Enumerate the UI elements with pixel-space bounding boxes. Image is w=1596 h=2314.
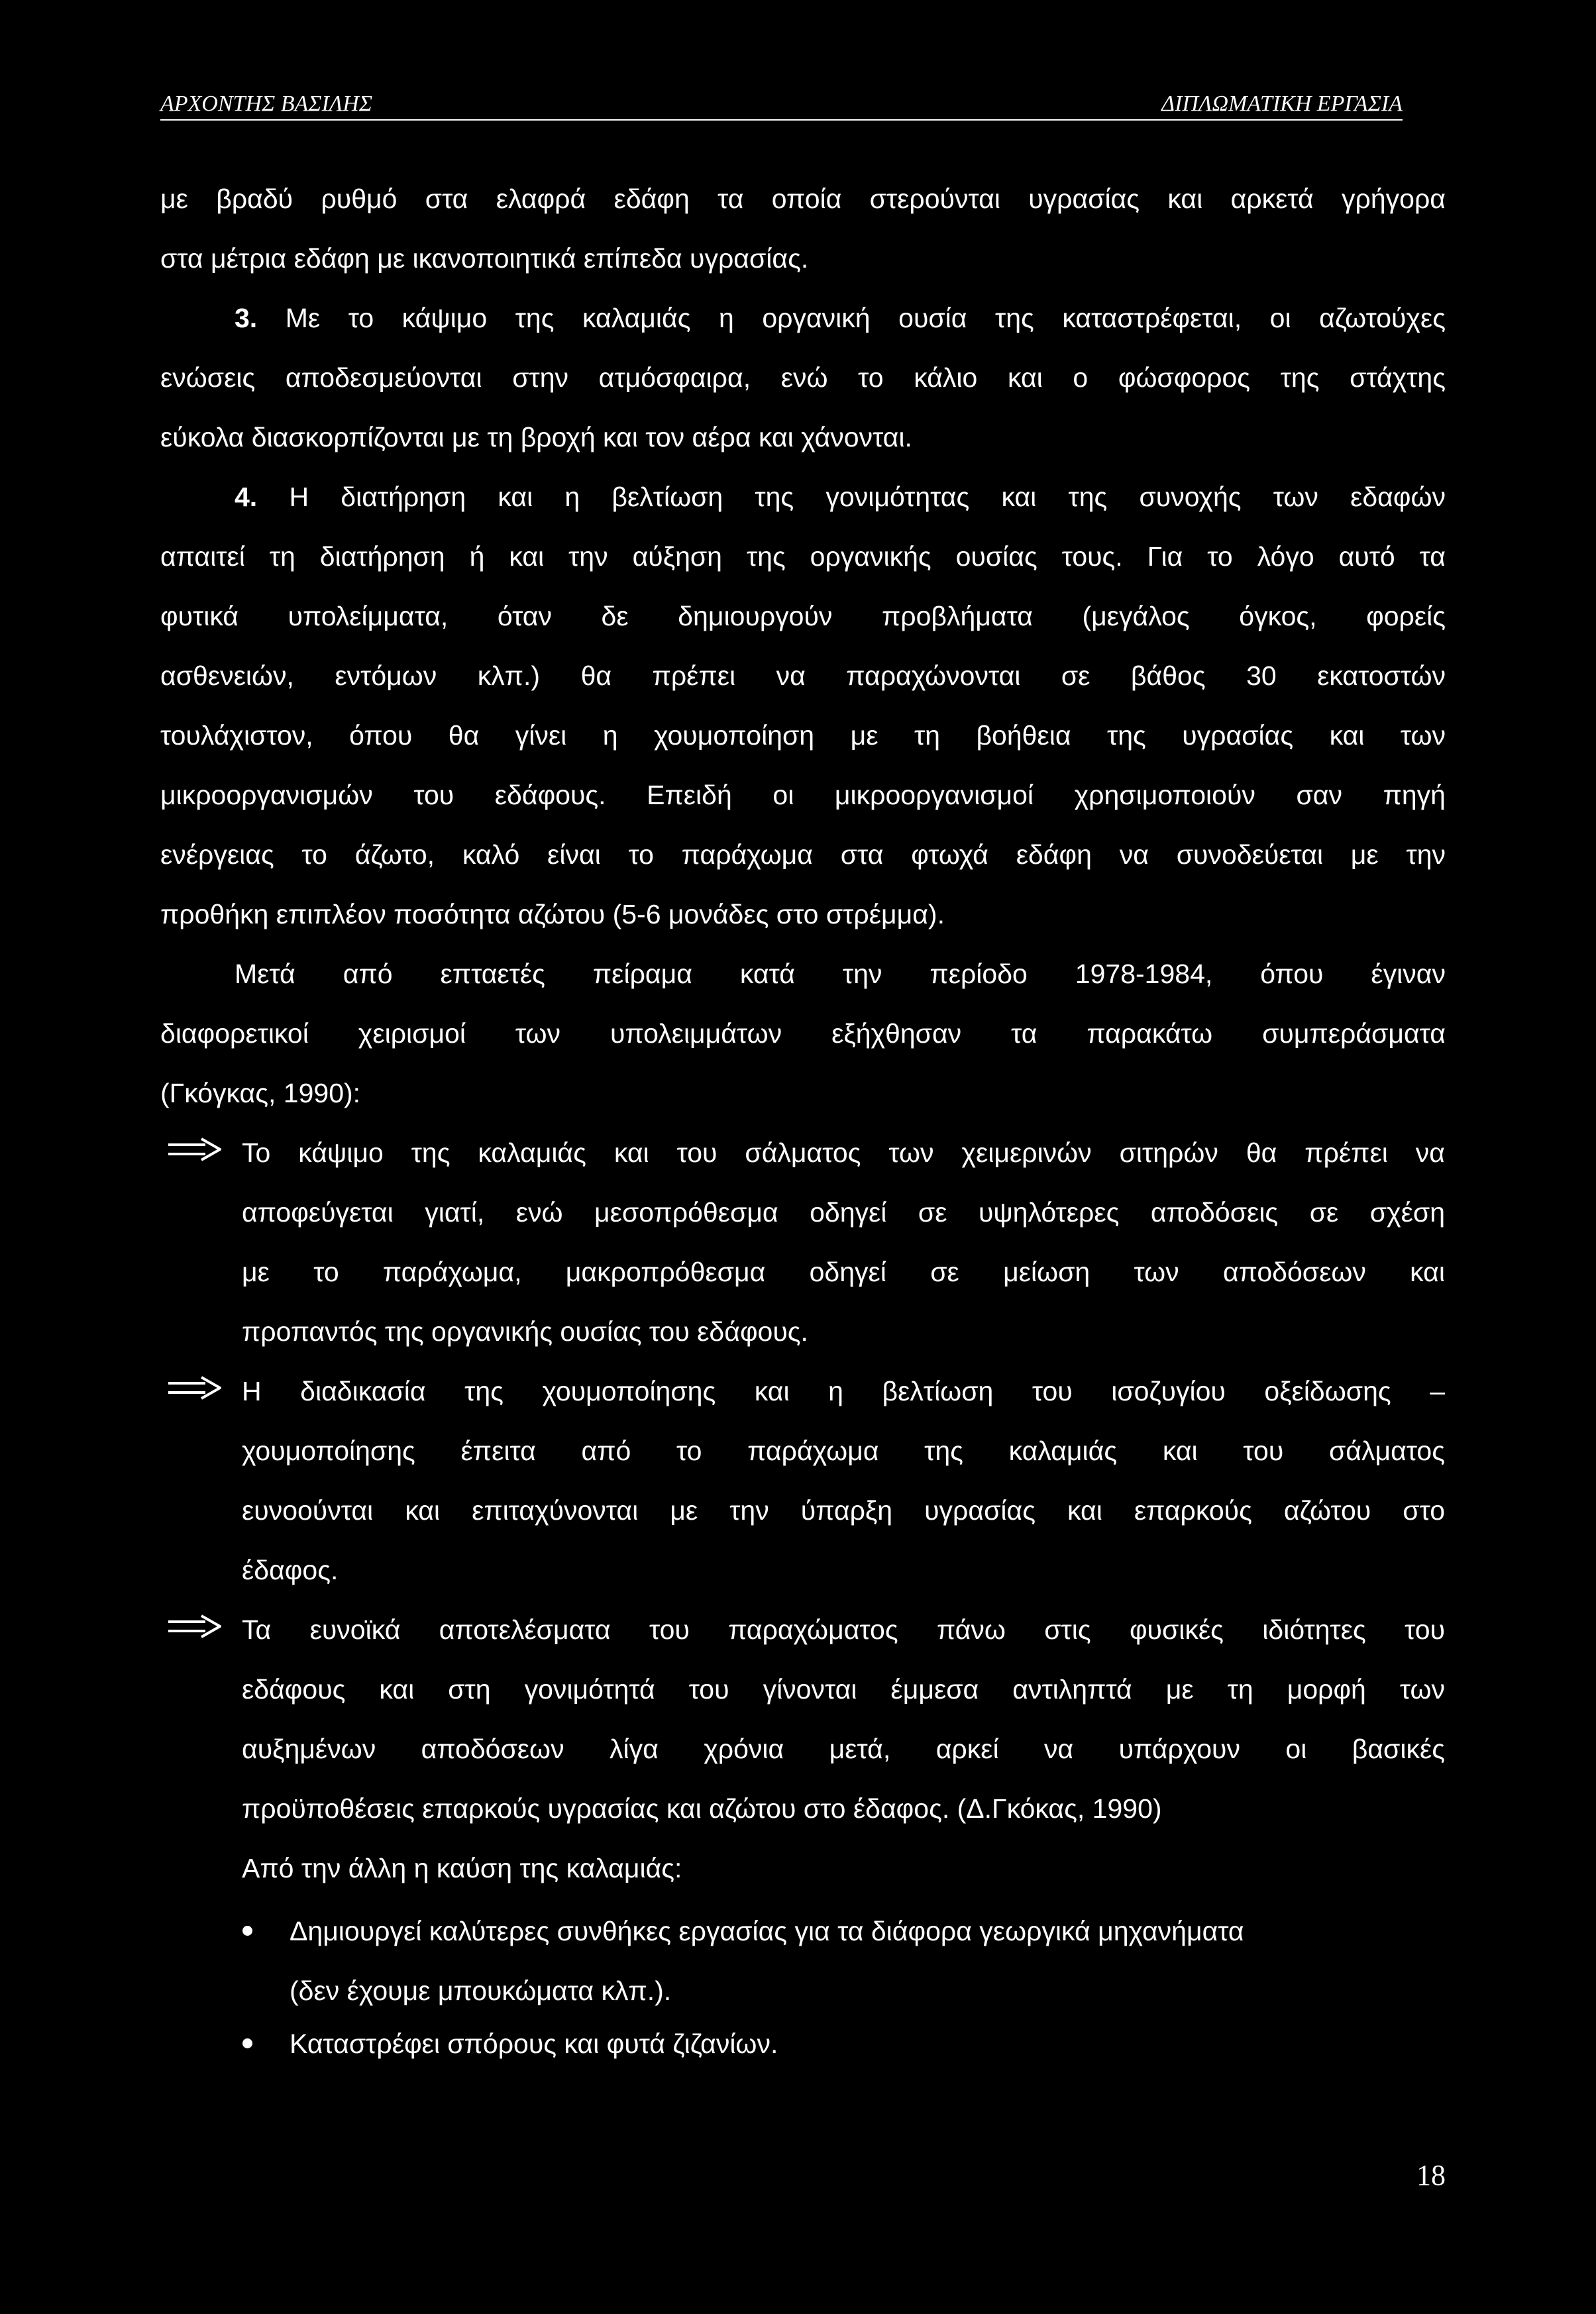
header-rule: [160, 119, 1403, 121]
page-number: 18: [1416, 2159, 1446, 2191]
text-line: Η διαδικασία της χουμοποίησης και η βελτίωση του ισοζυγίου οξείδωσης –: [242, 1376, 1445, 1406]
text-line: διαφορετικοί χειρισμοί των υπολειμμάτων εξήχθησαν τα παρακάτω συμπεράσματα: [160, 1018, 1446, 1049]
item-number: 4.: [235, 482, 258, 512]
conclusion-item: [242, 1600, 1445, 1838]
bullet-icon: [242, 1926, 252, 1936]
text-line: αυξημένων αποδόσεων λίγα χρόνια μετά, αρκεί να υπάρχουν οι βασικές: [242, 1734, 1445, 1764]
bullet-item: [290, 2014, 1446, 2074]
text-line: με το παράχωμα, μακροπρόθεσμα οδηγεί σε μείωση των αποδόσεων και: [242, 1257, 1445, 1287]
text-line: προϋποθέσεις επαρκούς υγρασίας και αζώτου στο έδαφος. (Δ.Γκόκας, 1990): [242, 1793, 1162, 1824]
item-4: [160, 467, 1446, 944]
text-line: μικροοργανισμών του εδάφους. Επειδή οι μικροοργανισμοί χρησιμοποιούν σαν πηγή: [160, 780, 1446, 810]
bullet-item: [290, 1901, 1446, 2021]
text-line: έδαφος.: [242, 1555, 339, 1585]
experiment-paragraph: [160, 944, 1446, 1123]
intro-paragraph: [160, 169, 1446, 288]
text-line: χουμοποίησης έπειτα από το παράχωμα της καλαμιάς και του σάλματος: [242, 1436, 1445, 1466]
arrow-icon: [167, 1136, 224, 1163]
arrow-icon: [167, 1613, 224, 1640]
text-line: ενέργειας το άζωτο, καλό είναι το παράχωμα στα φτωχά εδάφη να συνοδεύεται με την: [160, 839, 1446, 870]
burning-intro: [242, 1838, 1445, 1898]
text-line: εύκολα διασκορπίζονται με τη βροχή και τον αέρα και χάνονται.: [160, 422, 912, 452]
text-line: (Γκόγκας, 1990):: [160, 1078, 361, 1108]
text-line: απαιτεί τη διατήρηση ή και την αύξηση της οργανικής ουσίας τους. Για το λόγο αυτό τα: [160, 541, 1446, 572]
item-3: [160, 288, 1446, 467]
text-line: στα μέτρια εδάφη με ικανοποιητικά επίπεδα υγρασίας.: [160, 243, 809, 274]
text-line: αποφεύγεται γιατί, ενώ μεσοπρόθεσμα οδηγεί σε υψηλότερες αποδόσεις σε σχέση: [242, 1197, 1445, 1228]
text-line: Τα ευνοϊκά αποτελέσματα του παραχώματος πάνω στις φυσικές ιδιότητες του: [242, 1614, 1445, 1645]
text-line: [160, 288, 1446, 348]
bullet-icon: [242, 2038, 252, 2048]
text-line: προθήκη επιπλέον ποσότητα αζώτου (5-6 μονάδες στο στρέμμα).: [160, 899, 945, 929]
conclusion-item: [242, 1123, 1445, 1361]
text-line: Μετά από επταετές πείραμα κατά την περίοδο 1978-1984, όπου έγιναν: [235, 959, 1446, 989]
text-line: ενώσεις αποδεσμεύονται στην ατμόσφαιρα, ενώ το κάλιο και ο φώσφορος της στάχτης: [160, 362, 1446, 393]
text-line: εδάφους και στη γονιμότητά του γίνονται έμμεσα αντιληπτά με τη μορφή των: [242, 1674, 1445, 1705]
text-line: ασθενειών, εντόμων κλπ.) θα πρέπει να παραχώνονται σε βάθος 30 εκατοστών: [160, 660, 1446, 691]
text-line: φυτικά υπολείμματα, όταν δε δημιουργούν προβλήματα (μεγάλος όγκος, φορείς: [160, 601, 1446, 631]
item-number: 3.: [235, 303, 258, 333]
text-line: Από την άλλη η καύση της καλαμιάς:: [242, 1853, 682, 1883]
text-line: [160, 467, 1446, 527]
text-line: Το κάψιμο της καλαμιάς και του σάλματος των χειμερινών σιτηρών θα πρέπει να: [242, 1137, 1445, 1168]
text-fragment: Η διατήρηση και η βελτίωση της γονιμότητας και της συνοχής των εδαφών: [289, 482, 1446, 512]
text-line: Καταστρέφει σπόρους και φυτά ζιζανίων.: [290, 2028, 778, 2059]
text-line: προπαντός της οργανικής ουσίας του εδάφους.: [242, 1316, 808, 1347]
header-author: ΑΡΧΟΝΤΗΣ ΒΑΣΙΛΗΣ: [160, 91, 373, 116]
header-title: ΔΙΠΛΩΜΑΤΙΚΗ ΕΡΓΑΣΙΑ: [1161, 91, 1403, 116]
arrow-icon: [167, 1375, 224, 1401]
text-line: ευνοούνται και επιταχύνονται με την ύπαρξη υγρασίας και επαρκούς αζώτου στο: [242, 1495, 1445, 1526]
text-fragment: Με το κάψιμο της καλαμιάς η οργανική ουσία της καταστρέφεται, οι αζωτούχες: [285, 303, 1446, 333]
conclusion-item: [242, 1361, 1445, 1600]
text-line: Δημιουργεί καλύτερες συνθήκες εργασίας για τα διάφορα γεωργικά μηχανήματα: [290, 1916, 1244, 1946]
text-line: με βραδύ ρυθμό στα ελαφρά εδάφη τα οποία στερούνται υγρασίας και αρκετά γρήγορα: [160, 184, 1446, 214]
text-line: (δεν έχουμε μπουκώματα κλπ.).: [290, 1975, 672, 2006]
text-line: τουλάχιστον, όπου θα γίνει η χουμοποίηση με τη βοήθεια της υγρασίας και των: [160, 720, 1446, 751]
